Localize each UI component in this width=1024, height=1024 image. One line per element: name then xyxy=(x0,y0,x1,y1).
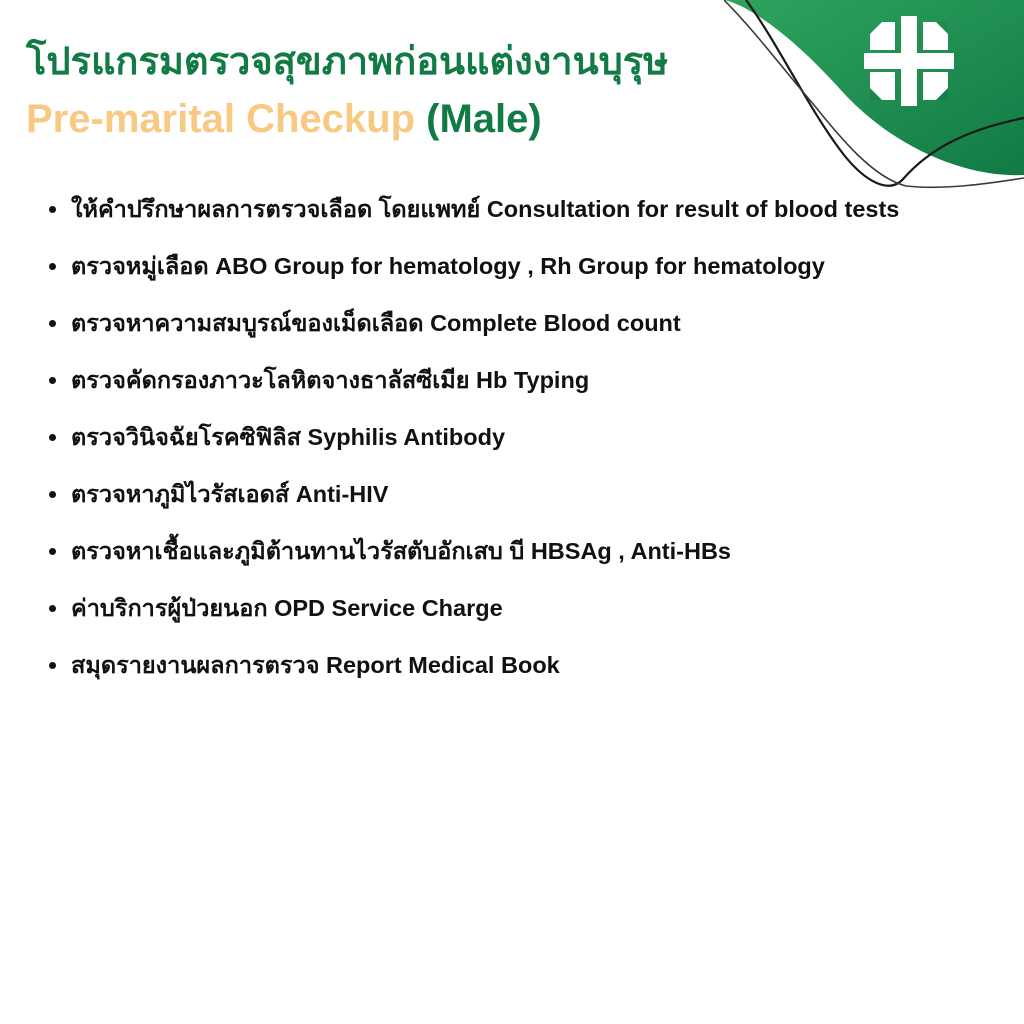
bullet-icon xyxy=(49,491,56,498)
list-item xyxy=(0,636,1024,693)
list-item xyxy=(0,579,1024,636)
list-item-label: ตรวจหาภูมิไวรัสเอดส์ Anti-HIV xyxy=(71,480,389,507)
title-en-main: Pre-marital Checkup xyxy=(26,97,416,141)
bullet-icon xyxy=(49,263,56,270)
list-item xyxy=(0,408,1024,465)
list-item xyxy=(0,294,1024,351)
bullet-icon xyxy=(49,605,56,612)
bullet-icon xyxy=(49,206,56,213)
bullet-icon xyxy=(49,548,56,555)
list-item-label: ตรวจวินิจฉัยโรคซิฟิลิส Syphilis Antibody xyxy=(71,423,506,450)
checkup-item-list xyxy=(0,180,1024,693)
title-en-qualifier: (Male) xyxy=(426,97,542,141)
page-title-thai xyxy=(26,30,668,92)
list-item-label: ให้คำปรึกษาผลการตรวจเลือด โดยแพทย์ Consultation for result of blood tests xyxy=(71,195,900,222)
list-item-label: สมุดรายงานผลการตรวจ Report Medical Book xyxy=(71,651,560,678)
list-item-label: ตรวจหาเชื้อและภูมิต้านทานไวรัสตับอักเสบ บี HBSAg , Anti-HBs xyxy=(71,537,731,564)
list-item-label: ตรวจหมู่เลือด ABO Group for hematology , Rh Group for hematology xyxy=(71,252,825,279)
list-item-label: ตรวจหาความสมบูรณ์ของเม็ดเลือด Complete Blood count xyxy=(71,309,681,336)
list-item-label: ตรวจคัดกรองภาวะโลหิตจางธาลัสซีเมีย Hb Typing xyxy=(71,366,590,393)
list-item-label: ค่าบริการผู้ป่วยนอก OPD Service Charge xyxy=(71,594,503,621)
list-item xyxy=(0,237,1024,294)
medical-cross-icon xyxy=(864,16,954,106)
bullet-icon xyxy=(49,662,56,669)
page-title-english xyxy=(26,96,542,142)
bullet-icon xyxy=(49,434,56,441)
bullet-icon xyxy=(49,377,56,384)
bullet-icon xyxy=(49,320,56,327)
corner-decoration xyxy=(724,0,1024,200)
list-item xyxy=(0,465,1024,522)
title-thai-text: โปรแกรมตรวจสุขภาพก่อนแต่งงานบุรุษ xyxy=(26,39,669,83)
list-item xyxy=(0,522,1024,579)
list-item xyxy=(0,351,1024,408)
list-item xyxy=(0,180,1024,237)
